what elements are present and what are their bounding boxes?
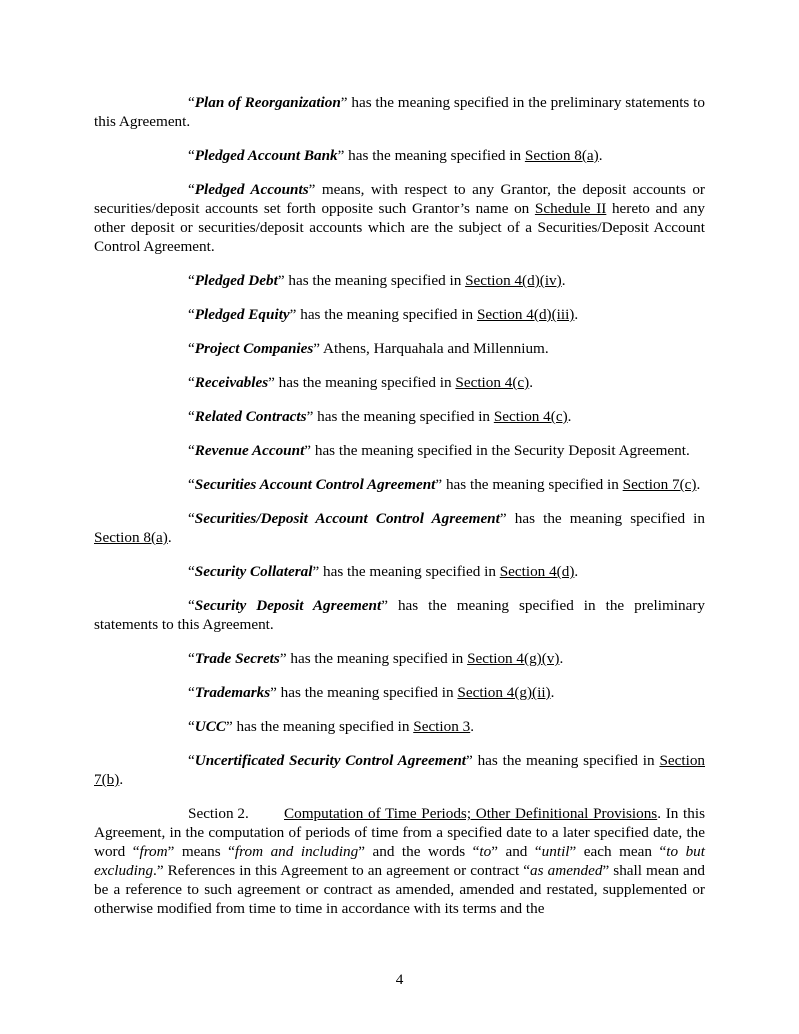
definition-related-contracts: “Related Contracts” has the meaning specified in Section 4(c). (188, 408, 572, 425)
defined-term: Uncertificated Security Control Agreement (194, 752, 466, 769)
definition-pledged-equity: “Pledged Equity” has the meaning specified in Section 4(d)(iii). (188, 306, 579, 323)
definition-pledged-account-bank: “Pledged Account Bank” has the meaning specified in Section 8(a). (188, 147, 603, 164)
section-reference: Section 4(g)(v) (467, 650, 560, 667)
defined-term: Related Contracts (194, 408, 307, 425)
section-reference: Section 4(d) (499, 563, 575, 580)
section-reference: Section 8(a) (524, 147, 599, 164)
section-heading: Computation of Time Periods; Other Definitional Provisions (284, 805, 658, 822)
definition-revenue-account: “Revenue Account” has the meaning specified in the Security Deposit Agreement. (188, 442, 690, 459)
definition-plan-of-reorganization: “Plan of Reorganization” has the meaning specified in the preliminary statements to this Agreement. (94, 94, 705, 130)
section-reference: Section 4(d)(iii) (476, 306, 575, 323)
defined-term: Project Companies (194, 340, 314, 357)
definition-securities-account-control-agreement: “Securities Account Control Agreement” has the meaning specified in Section 7(c). (188, 476, 701, 493)
definition-trademarks: “Trademarks” has the meaning specified in Section 4(g)(ii). (188, 684, 555, 701)
section-reference: Section 4(d)(iv) (465, 272, 562, 289)
defined-term: Security Collateral (194, 563, 313, 580)
definition-trade-secrets: “Trade Secrets” has the meaning specified in Section 4(g)(v). (188, 650, 564, 667)
definition-uncertificated-security-control-agreement: “Uncertificated Security Control Agreement” has the meaning specified in Section 7(b). (94, 752, 706, 788)
defined-term: Security Deposit Agreement (194, 597, 382, 614)
defined-term: Securities/Deposit Account Control Agreement (194, 510, 500, 527)
definition-pledged-accounts: “Pledged Accounts” means, with respect to any Grantor, the deposit accounts or securities/deposit accounts set forth opposite such Grantor’s name on Schedule II hereto and any other deposit or securities/deposit accounts which are the subject of a Securities/Deposit Account Control Agreement. (94, 181, 706, 255)
document-page (94, 93, 705, 933)
section-2-paragraph: Section 2. Computation of Time Periods; Other Definitional Provisions. In this Agreement, in the computation of periods of time from a specified date to a later specified date, the word “from” means “from and including” and the words “to” and “until” each mean “to but excluding.” References in this Agreement to an agreement or contract “as amended” shall mean and be a reference to such agreement or contract as amended, amended and restated, supplemented or otherwise modified from time to time in accordance with its terms and the (94, 805, 705, 917)
defined-term: Trademarks (194, 684, 271, 701)
defined-term: Securities Account Control Agreement (194, 476, 436, 493)
defined-term: Trade Secrets (194, 650, 280, 667)
definition-pledged-debt: “Pledged Debt” has the meaning specified in Section 4(d)(iv). (188, 272, 566, 289)
defined-term: Revenue Account (194, 442, 305, 459)
definition-securities-deposit-account-control-agreement: “Securities/Deposit Account Control Agreement” has the meaning specified in Section 8(a). (94, 510, 705, 546)
definition-receivables: “Receivables” has the meaning specified in Section 4(c). (188, 374, 533, 391)
defined-term: Pledged Equity (194, 306, 290, 323)
section-reference: Section 3 (413, 718, 471, 735)
definition-ucc: “UCC” has the meaning specified in Section 3. (188, 718, 474, 735)
section-reference: Section 7(c) (622, 476, 697, 493)
section-reference: Section 4(g)(ii) (457, 684, 551, 701)
section-number: Section 2. (188, 805, 249, 822)
definition-security-deposit-agreement: “Security Deposit Agreement” has the meaning specified in the preliminary statements to this Agreement. (94, 597, 706, 633)
section-reference: Section 7(b) (94, 752, 706, 788)
defined-term: Pledged Debt (194, 272, 278, 289)
section-reference: Section 4(c) (493, 408, 568, 425)
section-reference: Section 4(c) (455, 374, 530, 391)
defined-term: UCC (194, 718, 226, 735)
defined-term: Plan of Reorganization (194, 94, 341, 111)
defined-term: Receivables (194, 374, 269, 391)
schedule-reference: Schedule II (534, 200, 607, 217)
defined-term: Pledged Accounts (194, 181, 309, 198)
page-number: 4 (395, 971, 404, 988)
definition-project-companies: “Project Companies” Athens, Harquahala and Millennium. (188, 340, 549, 357)
section-reference: Section 8(a) (94, 529, 168, 546)
defined-term: Pledged Account Bank (194, 147, 338, 164)
definition-security-collateral: “Security Collateral” has the meaning specified in Section 4(d). (188, 563, 579, 580)
